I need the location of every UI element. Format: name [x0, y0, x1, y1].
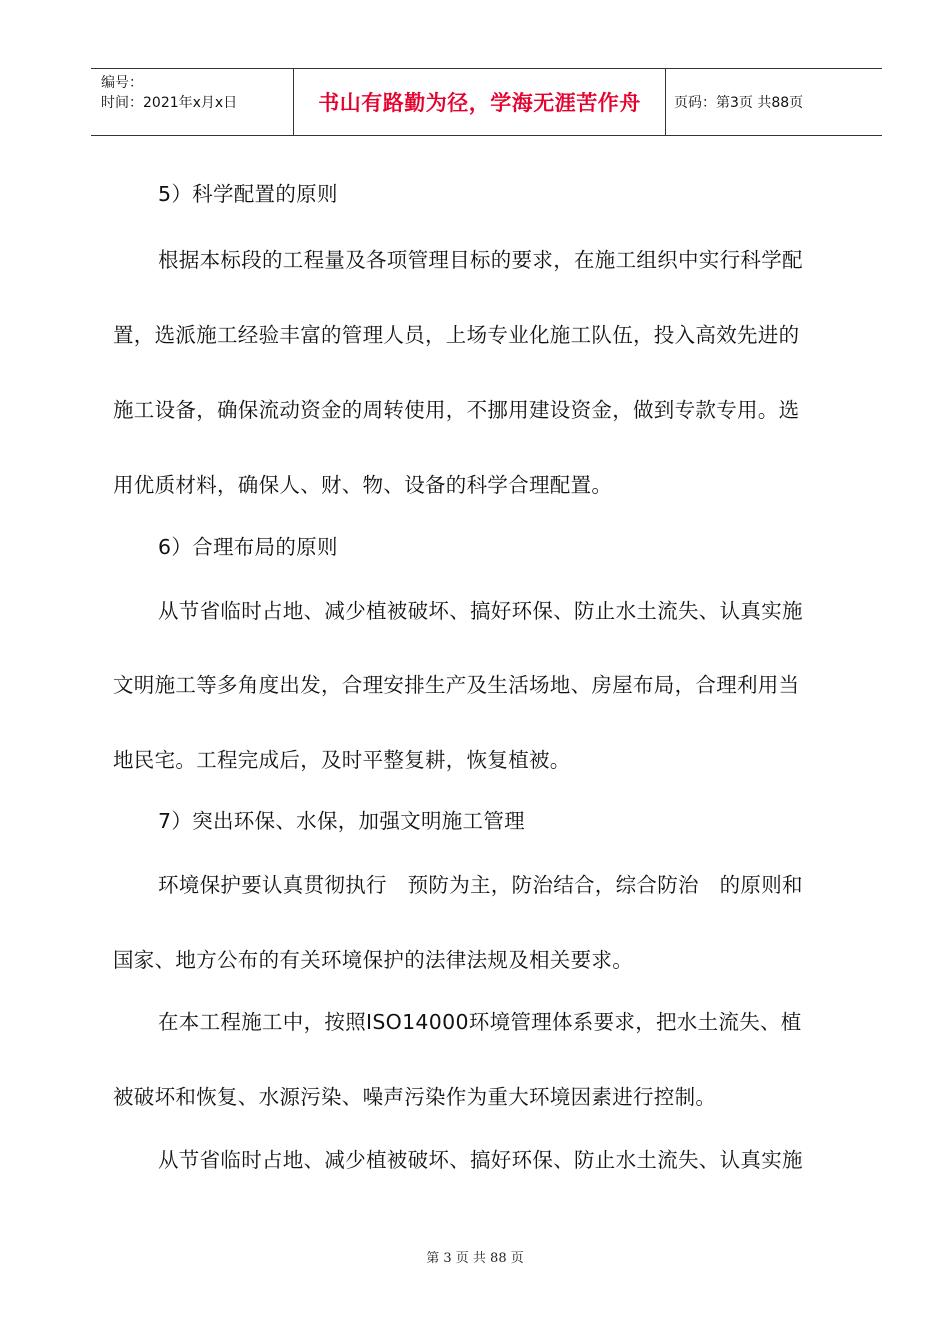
footer-page-number: 第 3 页 共 88 页 [426, 1251, 524, 1266]
paragraph-line: 国家、地方公布的有关环境保护的法律法规及相关要求。 [113, 948, 633, 972]
serial-number-label: 编号： [101, 75, 143, 91]
document-header [91, 68, 882, 136]
section-heading-7: 7）突出环保、水保，加强文明施工管理 [158, 809, 525, 833]
paragraph-line: 从节省临时占地、减少植被破坏、搞好环保、防止水土流失、认真实施 [158, 599, 803, 623]
paragraph-line: 被破坏和恢复、水源污染、噪声污染作为重大环境因素进行控制。 [113, 1085, 717, 1109]
header-page-cell [666, 69, 882, 135]
motto-text: 书山有路勤为径，学海无涯苦作舟 [318, 90, 641, 115]
paragraph-line: 置，选派施工经验丰富的管理人员，上场专业化施工队伍，投入高效先进的 [113, 323, 800, 347]
paragraph-line: 用优质材料，确保人、财、物、设备的科学合理配置。 [113, 473, 613, 497]
section-heading-5: 5）科学配置的原则 [158, 182, 338, 206]
paragraph-line: 根据本标段的工程量及各项管理目标的要求，在施工组织中实行科学配 [158, 248, 803, 272]
header-meta-cell [91, 69, 294, 135]
paragraph-line: 从节省临时占地、减少植被破坏、搞好环保、防止水土流失、认真实施 [158, 1148, 803, 1172]
paragraph-line: 地民宅。工程完成后，及时平整复耕，恢复植被。 [113, 748, 571, 772]
header-page-info: 页码：第3页 共88页 [674, 95, 804, 111]
paragraph-line: 文明施工等多角度出发，合理安排生产及生活场地、房屋布局，合理利用当 [113, 673, 800, 697]
section-heading-6: 6）合理布局的原则 [158, 535, 338, 559]
date-label: 时间：2021年x月x日 [101, 95, 238, 111]
paragraph-line: 施工设备，确保流动资金的周转使用，不挪用建设资金，做到专款专用。选 [113, 398, 800, 422]
header-motto-cell [294, 69, 666, 135]
paragraph-line: 在本工程施工中，按照ISO14000环境管理体系要求，把水土流失、植 [158, 1010, 802, 1034]
paragraph-line: 环境保护要认真贯彻执行 预防为主，防治结合，综合防治 的原则和 [158, 873, 803, 897]
page-footer [0, 1247, 950, 1266]
